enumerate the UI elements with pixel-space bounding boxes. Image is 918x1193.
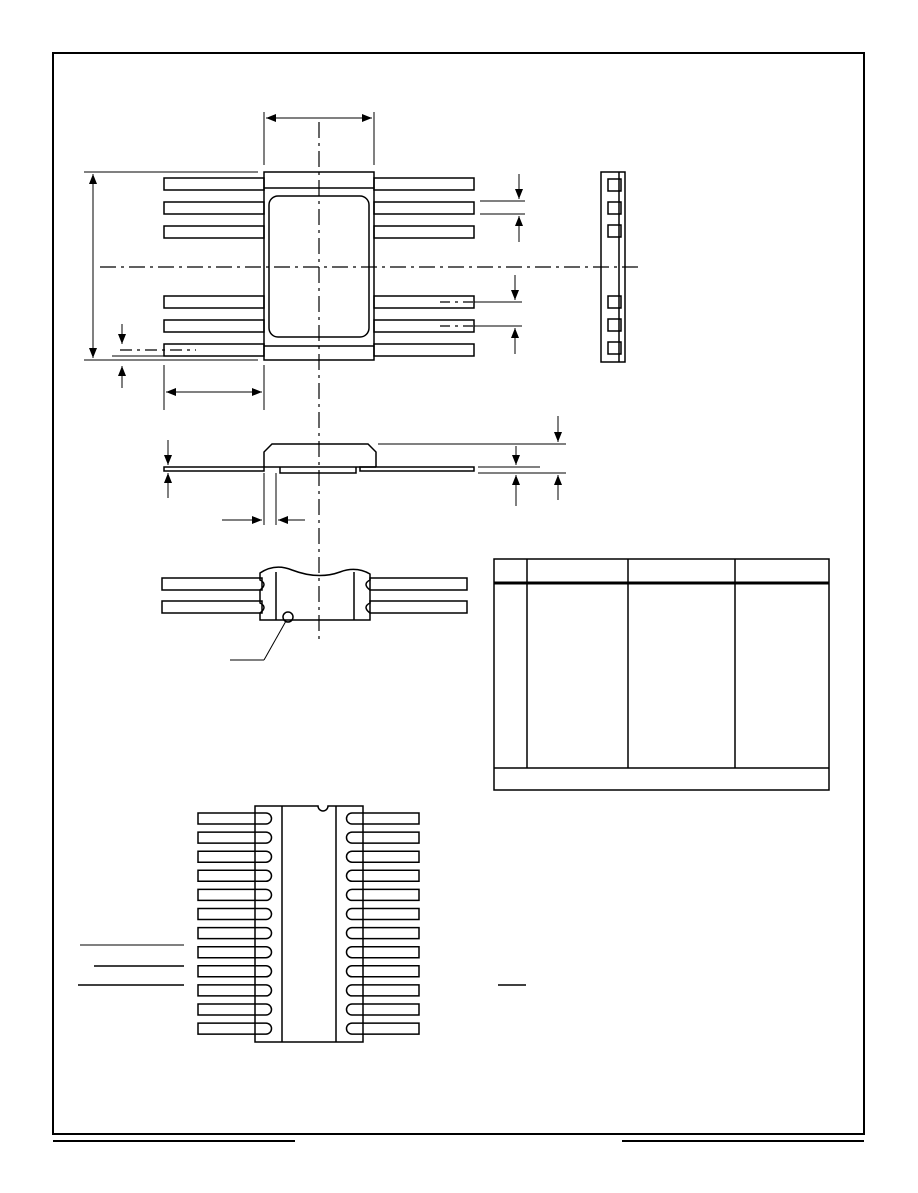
lead-right-6 — [374, 344, 474, 356]
side-body-profile — [264, 444, 376, 467]
pinout-lead-right — [347, 909, 420, 920]
lead-right-1 — [374, 178, 474, 190]
lead-left-2 — [164, 202, 264, 214]
pinout-lead-left — [198, 928, 272, 939]
pinout-lead-right — [347, 870, 420, 881]
lead-right-2 — [374, 202, 474, 214]
pinout-lead-left — [198, 909, 272, 920]
pin1-leader — [264, 621, 286, 660]
pinout-lead-right — [347, 1004, 420, 1015]
pinout-lead-right — [347, 966, 420, 977]
pinout-lead-right — [347, 985, 420, 996]
pinout-lead-left — [198, 985, 272, 996]
pinout-lead-right — [347, 832, 420, 843]
pinout-lead-right — [347, 813, 420, 824]
pinout-lead-right — [347, 851, 420, 862]
pinout-lead-left — [198, 870, 272, 881]
side-lead-right — [360, 467, 474, 471]
detail-lead-right-1 — [370, 578, 467, 590]
side-view — [164, 416, 566, 525]
lead-left-5 — [164, 320, 264, 332]
pinout-lead-right — [347, 1023, 420, 1034]
lead-right-3 — [374, 226, 474, 238]
lead-left-4 — [164, 296, 264, 308]
pinout-lead-left — [198, 851, 272, 862]
lead-left-3 — [164, 226, 264, 238]
top-view-arrowheads — [89, 114, 523, 396]
detail-lead-left-2 — [162, 601, 262, 613]
side-view-arrowheads — [164, 432, 562, 524]
side-body-underside — [280, 467, 356, 473]
pinout-lead-right — [347, 889, 420, 900]
detail-lead-right-2 — [370, 601, 467, 613]
pinout-leads — [198, 813, 419, 1034]
dimension-table — [494, 559, 829, 790]
pinout-lead-left — [198, 1023, 272, 1034]
side-lead-left — [164, 467, 264, 471]
sheet-border — [53, 53, 864, 1134]
pinout-lead-left — [198, 832, 272, 843]
pinout-lead-left — [198, 966, 272, 977]
pinout-lead-right — [347, 947, 420, 958]
top-view — [84, 112, 640, 640]
lead-detail — [162, 567, 467, 660]
detail-lead-left-1 — [162, 578, 262, 590]
lead-left-1 — [164, 178, 264, 190]
pinout-diagram — [78, 806, 526, 1042]
pinout-lead-left — [198, 889, 272, 900]
lead-right-4 — [374, 296, 474, 308]
lead-right-5 — [374, 320, 474, 332]
pinout-lead-left — [198, 813, 272, 824]
pinout-lead-left — [198, 1004, 272, 1015]
pinout-lead-left — [198, 947, 272, 958]
pinout-lead-right — [347, 928, 420, 939]
table-outline — [494, 559, 829, 790]
